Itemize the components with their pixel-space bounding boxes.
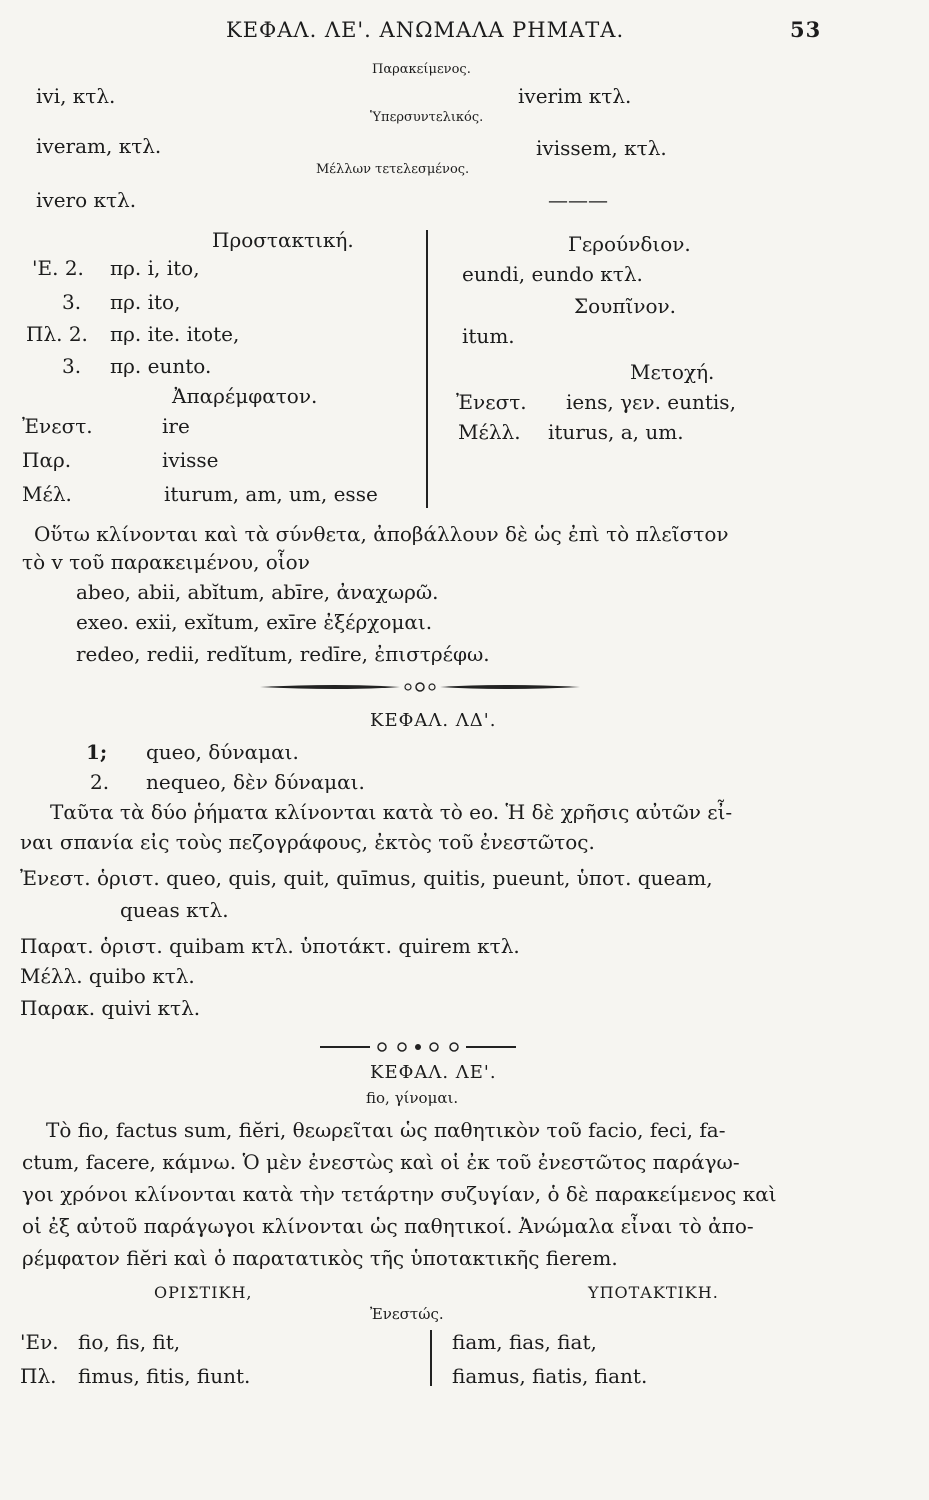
future-perfect-label: Μέλλων τετελεσμένος. [316, 162, 470, 177]
participle-present: iens, γεν. euntis, [566, 390, 736, 414]
infinitive-label-2: Παρ. [22, 448, 72, 472]
imperative-row-4: πρ. eunto. [110, 354, 212, 378]
oristiki-heading: ΟΡΙΣΤΙΚΗ, [154, 1283, 253, 1302]
running-title: ΚΕΦΑΛ. ΛΕ'. ΑΝΩΜΑΛΑ ΡΗΜΑΤΑ. [226, 18, 625, 42]
infinitive-value-1: ire [162, 414, 190, 438]
infinitive-value-3: iturum, am, um, esse [164, 482, 378, 506]
section-34-title: ΚΕΦΑΛ. ΛΔ'. [370, 710, 497, 731]
participle-future-label: Μέλλ. [458, 420, 521, 444]
supine-form: itum. [462, 324, 515, 348]
compounds-line-1: Οὕτω κλίνονται καὶ τὰ σύνθετα, ἀποβάλλουν δὲ ὡς ἐπὶ τὸ πλεῖστον [34, 522, 729, 546]
ypotaktiki-heading: ΥΠΟΤΑΚΤΙΚΗ. [588, 1283, 719, 1302]
section-35-line-3: γοι χρόνοι κλίνονται κατὰ τὴν τετάρτην συζυγίαν, ὁ δὲ παρακείμενος καὶ [22, 1182, 777, 1206]
section-34-para-7: Παρακ. quivi κτλ. [20, 996, 201, 1020]
imperative-num-1: 'Ε. 2. [32, 256, 84, 280]
imperative-row-2: πρ. ito, [110, 290, 181, 314]
perfect-subjunctive: iverim κτλ. [518, 84, 632, 108]
parakeimenos-label: Παρακείμενος. [372, 62, 471, 77]
imperative-num-2: 3. [62, 290, 82, 314]
participle-label: Μετοχή. [630, 360, 715, 384]
pluperfect-subjunctive: ivissem, κτλ. [536, 136, 667, 160]
section-34-para-1: Ταῦτα τὰ δύο ῥήματα κλίνονται κατὰ τὸ eo. Ἡ δὲ χρῆσις αὐτῶν εἶ- [50, 800, 733, 824]
section-34-para-5: Παρατ. ὁριστ. quibam κτλ. ὑποτάκτ. quirem κτλ. [20, 934, 520, 958]
imperative-row-3: πρ. ite. itote, [110, 322, 240, 346]
infinitive-value-2: ivisse [162, 448, 219, 472]
compound-example-1: abeo, abii, abĭtum, abīre, ἀναχωρῶ. [76, 580, 439, 604]
section-35-line-5: ρέμφατον fiĕri καὶ ὁ παρατατικὸς τῆς ὑποτακτικῆς fierem. [22, 1246, 618, 1270]
plural-label: Πλ. [20, 1364, 57, 1388]
item-1: queo, δύναμαι. [146, 740, 299, 764]
indicative-singular: fio, fis, fit, [78, 1330, 181, 1354]
imperative-row-1: πρ. i, ito, [110, 256, 200, 280]
imperative-num-3: Πλ. 2. [26, 322, 88, 346]
hypersyntelikos-label: Ὑπερσυντελικός. [370, 110, 484, 125]
prostaktiki-label: Προστακτική. [212, 228, 354, 252]
aparemfaton-label: Ἀπαρέμφατον. [172, 384, 318, 408]
section-34-para-3: Ἐνεστ. ὁριστ. queo, quis, quit, quīmus, quitis, pueunt, ὑποτ. queam, [20, 866, 713, 890]
item-2-number: 2. [90, 770, 110, 794]
section-35-line-2: ctum, facere, κάμνω. Ὁ μὲν ἐνεστὼς καὶ οἱ ἐκ τοῦ ἐνεστῶτος παράγω- [22, 1150, 740, 1174]
item-2: nequeo, δὲν δύναμαι. [146, 770, 365, 794]
compound-example-3: redeo, redii, redĭtum, redīre, ἐπιστρέφω. [76, 642, 490, 666]
section-35-title: ΚΕΦΑΛ. ΛΕ'. [370, 1062, 497, 1083]
infinitive-label-1: Ἐνεστ. [22, 414, 93, 438]
gerund-label: Γερούνδιον. [568, 232, 691, 256]
section-ornament-1 [260, 682, 580, 692]
gerund-forms: eundi, eundo κτλ. [462, 262, 643, 286]
enestos-label: Ἐνεστώς. [370, 1305, 444, 1323]
infinitive-label-3: Μέλ. [22, 482, 72, 506]
subjunctive-singular: fiam, fias, fiat, [452, 1330, 597, 1354]
participle-present-label: Ἐνεστ. [456, 390, 527, 414]
future-perfect-subjunctive-dash: ——— [548, 188, 608, 212]
perfect-indicative: ivi, κτλ. [36, 84, 116, 108]
singular-label: 'Εν. [20, 1330, 59, 1354]
indicative-plural: fimus, fitis, fiunt. [78, 1364, 251, 1388]
future-perfect: ivero κτλ. [36, 188, 137, 212]
section-ornament-2 [320, 1042, 516, 1052]
item-1-number: 1; [86, 740, 108, 764]
compound-example-2: exeo. exii, exĭtum, exīre ἐξέρχομαι. [76, 610, 433, 634]
page-number: 53 [790, 17, 822, 42]
pluperfect-indicative: iveram, κτλ. [36, 134, 162, 158]
supine-label: Σουπῖνον. [574, 294, 677, 318]
section-35-subtitle: fio, γίνομαι. [366, 1089, 459, 1107]
column-divider [426, 230, 428, 508]
section-34-para-6: Μέλλ. quibo κτλ. [20, 964, 195, 988]
subjunctive-plural: fiamus, fiatis, fiant. [452, 1364, 648, 1388]
section-35-line-1: Τὸ fio, factus sum, fiĕri, θεωρεῖται ὡς παθητικὸν τοῦ facio, feci, fa- [46, 1118, 726, 1142]
conjugation-divider [430, 1330, 432, 1386]
imperative-num-4: 3. [62, 354, 82, 378]
compounds-line-2: τὸ v τοῦ παρακειμένου, οἷον [22, 550, 310, 574]
participle-future: iturus, a, um. [548, 420, 684, 444]
section-35-line-4: οἱ ἐξ αὐτοῦ παράγωγοι κλίνονται ὡς παθητικοί. Ἀνώμαλα εἶναι τὸ ἀπο- [22, 1214, 754, 1238]
section-34-para-4: queas κτλ. [120, 898, 229, 922]
section-34-para-2: ναι σπανία εἰς τοὺς πεζογράφους, ἐκτὸς τοῦ ἐνεστῶτος. [20, 830, 595, 854]
